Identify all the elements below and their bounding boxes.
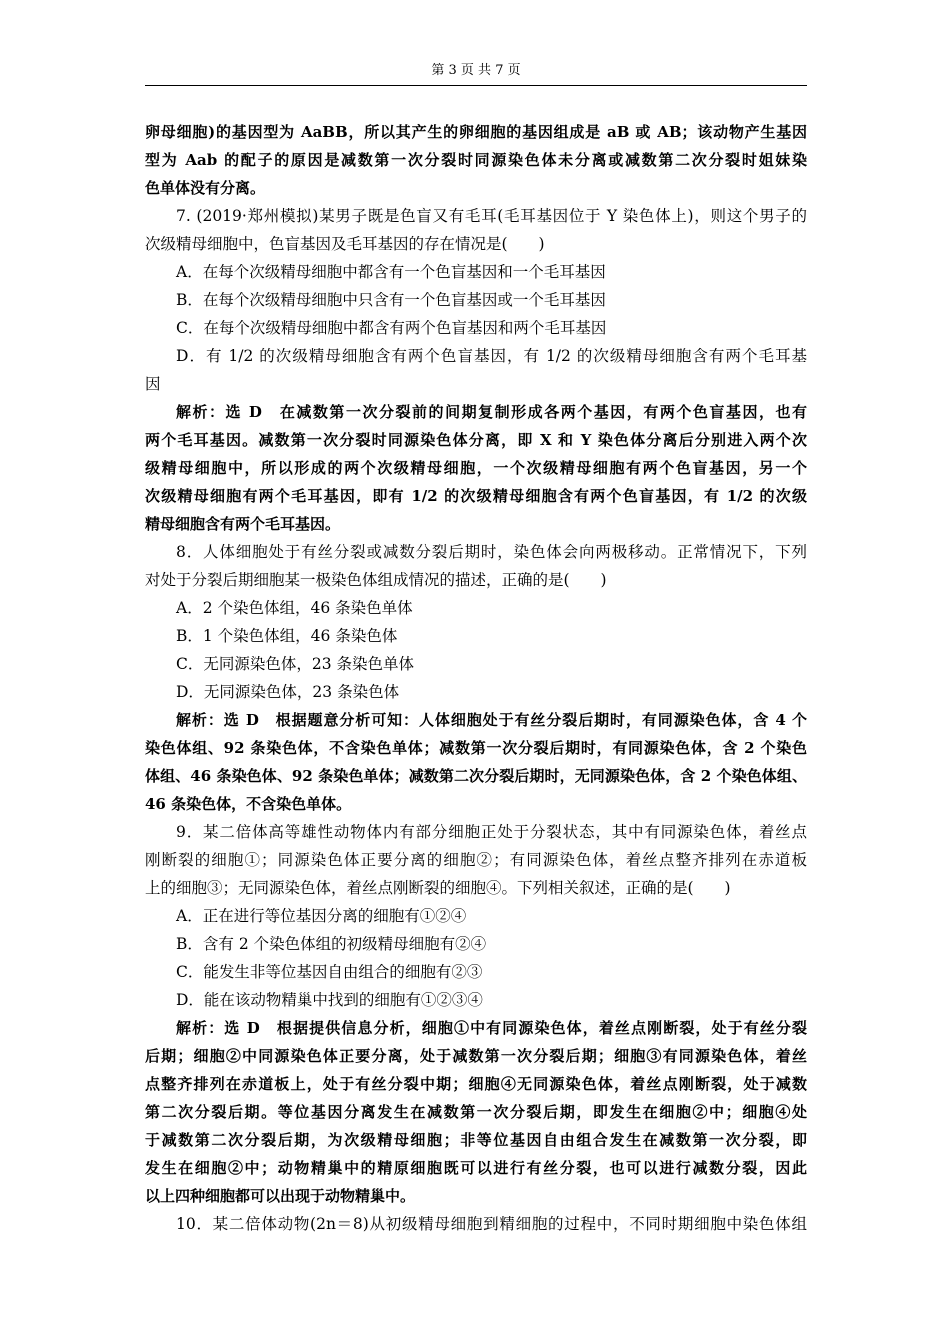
question-7-explanation: 精母细胞含有两个毛耳基因。	[145, 515, 341, 533]
question-9-explanation: 以上四种细胞都可以出现于动物精巢中。	[145, 1187, 416, 1205]
question-7-option-d: D．有 1/2 的次级精母细胞含有两个色盲基因，有 1/2 的次级精母细胞含有两个毛耳基	[176, 347, 807, 365]
question-8-explanation: 染色体组、92 条染色体，不含染色单体；减数第一次分裂后期时，有同源染色体，含 2 个染色	[145, 739, 807, 757]
question-7-option-b: B．在每个次级精母细胞中只含有一个色盲基因或一个毛耳基因	[176, 291, 606, 309]
question-10-stem: 10．某二倍体动物(2n＝8)从初级精母细胞到精细胞的过程中，不同时期细胞中染色体组	[176, 1215, 807, 1233]
question-9-explanation: 点整齐排列在赤道板上，处于有丝分裂中期；细胞④无同源染色体，着丝点刚断裂，处于减数	[145, 1075, 807, 1093]
question-7-stem: 次级精母细胞中，色盲基因及毛耳基因的存在情况是( )	[145, 235, 545, 253]
question-8-option-a: A．2 个染色体组，46 条染色单体	[176, 599, 413, 617]
question-7-explanation: 两个毛耳基因。减数第一次分裂时同源染色体分离，即 X 和 Y 染色体分离后分别进入两个次	[145, 431, 807, 449]
question-7-explanation: 解析：选 D 在减数第一次分裂前的间期复制形成各两个基因，有两个色盲基因，也有	[176, 403, 807, 421]
question-9-option-c: C．能发生非等位基因自由组合的细胞有②③	[176, 963, 483, 981]
question-7-explanation: 次级精母细胞有两个毛耳基因，即有 1/2 的次级精母细胞含有两个色盲基因，有 1/2 的次级	[145, 487, 807, 505]
text-line: 卵母细胞)的基因型为 AaBB，所以其产生的卵细胞的基因组成是 aB 或 AB；该动物产生基因	[145, 123, 807, 141]
question-9-option-a: A．正在进行等位基因分离的细胞有①②④	[176, 907, 467, 925]
question-7-explanation: 级精母细胞中，所以形成的两个次级精母细胞，一个次级精母细胞有两个色盲基因，另一个	[145, 459, 807, 477]
question-9-stem: 上的细胞③；无同源染色体，着丝点刚断裂的细胞④。下列相关叙述，正确的是( )	[145, 879, 731, 897]
question-8-stem: 对处于分裂后期细胞某一极染色体组成情况的描述，正确的是( )	[145, 571, 607, 589]
question-7-option-d: 因	[145, 375, 161, 393]
page-header: 第 3 页 共 7 页	[431, 63, 521, 78]
question-9-explanation: 第二次分裂后期。等位基因分离发生在减数第一次分裂后期，即发生在细胞②中；细胞④处	[145, 1103, 807, 1121]
question-7-stem: 7. (2019·郑州模拟)某男子既是色盲又有毛耳(毛耳基因位于 Y 染色体上)，则这个男子的	[176, 207, 807, 225]
question-9-explanation: 于减数第二次分裂后期，为次级精母细胞；非等位基因自由组合发生在减数第一次分裂，即	[145, 1131, 807, 1149]
question-9-explanation: 后期；细胞②中同源染色体正要分离，处于减数第一次分裂后期；细胞③有同源染色体，着丝	[145, 1047, 807, 1065]
question-8-explanation: 解析：选 D 根据题意分析可知：人体细胞处于有丝分裂后期时，有同源染色体，含 4 个	[176, 711, 807, 729]
text-line: 色单体没有分离。	[145, 179, 266, 197]
question-9-stem: 刚断裂的细胞①；同源染色体正要分离的细胞②；有同源染色体，着丝点整齐排列在赤道板	[145, 851, 807, 869]
question-9-option-d: D．能在该动物精巢中找到的细胞有①②③④	[176, 991, 483, 1009]
question-8-option-d: D．无同源染色体，23 条染色体	[176, 683, 400, 701]
text-line: 型为 Aab 的配子的原因是减数第一次分裂时同源染色体未分离或减数第二次分裂时姐妹染	[145, 151, 807, 169]
question-8-stem: 8．人体细胞处于有丝分裂或减数分裂后期时，染色体会向两极移动。正常情况下，下列	[176, 543, 807, 561]
question-8-option-b: B．1 个染色体组，46 条染色体	[176, 627, 398, 645]
header-divider	[145, 85, 807, 86]
question-9-explanation: 解析：选 D 根据提供信息分析，细胞①中有同源染色体，着丝点刚断裂，处于有丝分裂	[176, 1019, 807, 1037]
question-9-explanation: 发生在细胞②中；动物精巢中的精原细胞既可以进行有丝分裂，也可以进行减数分裂，因此	[145, 1159, 807, 1177]
question-7-option-a: A．在每个次级精母细胞中都含有一个色盲基因和一个毛耳基因	[176, 263, 606, 281]
document-body	[145, 118, 807, 1238]
question-8-explanation: 体组、46 条染色体、92 条染色单体；减数第二次分裂后期时，无同源染色体，含 2 个染色体组、	[145, 767, 807, 785]
question-8-option-c: C．无同源染色体，23 条染色单体	[176, 655, 415, 673]
question-9-stem: 9．某二倍体高等雄性动物体内有部分细胞正处于分裂状态，其中有同源染色体，着丝点	[176, 823, 807, 841]
question-8-explanation: 46 条染色体，不含染色单体。	[145, 795, 352, 813]
question-7-option-c: C．在每个次级精母细胞中都含有两个色盲基因和两个毛耳基因	[176, 319, 607, 337]
question-9-option-b: B．含有 2 个染色体组的初级精母细胞有②④	[176, 935, 487, 953]
